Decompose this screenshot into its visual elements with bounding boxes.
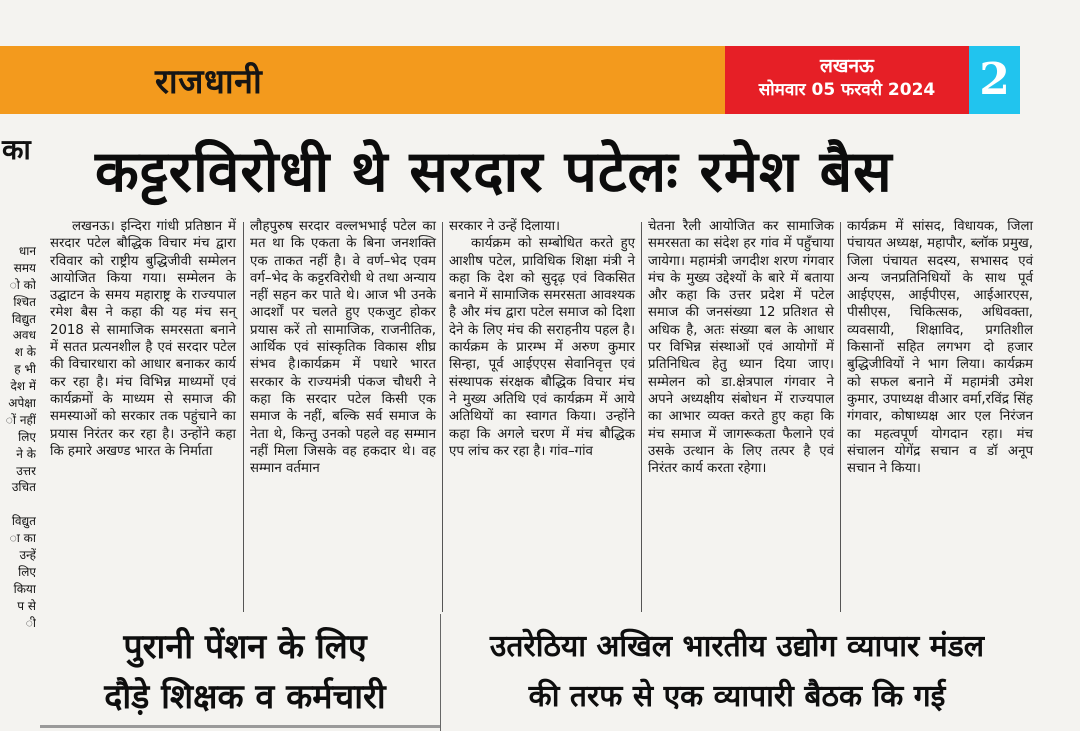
fragment-line: धान — [18, 244, 36, 258]
fragment-line: उत्तर — [16, 463, 36, 478]
fragment-line: ह भी — [14, 362, 36, 377]
trader-headline-line-2: की तरफ से एक व्यापारी बैठक कि गई — [528, 679, 946, 714]
fragment-line: किया — [13, 581, 36, 596]
adjacent-article-fragment — [0, 120, 36, 731]
fragment-line: ने के — [16, 446, 36, 461]
column-divider — [840, 222, 841, 612]
fragment-line: देश में — [10, 379, 36, 394]
fragment-line: अवध — [12, 328, 36, 343]
section-title: राजधानी — [155, 62, 263, 102]
story-divider — [440, 614, 441, 731]
fragment-heading: का — [2, 133, 31, 166]
fragment-line: श्चित — [13, 294, 36, 309]
section-header-bar — [0, 46, 725, 114]
article-column-4 — [648, 218, 834, 477]
article-column-5 — [847, 218, 1033, 477]
fragment-line: लिए — [18, 429, 36, 444]
fragment-line: प से — [17, 598, 36, 613]
fragment-line: उन्हें — [19, 548, 36, 563]
fragment-line: ों नहीं — [5, 412, 36, 427]
fragment-line: उचित — [11, 480, 36, 495]
fragment-line: ो को — [9, 277, 36, 292]
dateline-date: सोमवार 05 फरवरी 2024 — [758, 80, 936, 100]
pension-headline-line-2: दौड़े शिक्षक व कर्मचारी — [104, 677, 386, 717]
trader-meeting-headline — [448, 622, 1026, 722]
fragment-line: ा का — [9, 531, 36, 546]
article-paragraph: कार्यक्रम में सांसद, विधायक, जिला पंचायत अध्यक्ष, महापौर, ब्लॉक प्रमुख, जिला पंचायत सदस्य, सभासद एवं अन्य जनप्रतिनिधियों के साथ पूर्व आईएएस, आईपीएस, आईआरएस, पीसीएस, चिकित्सक, अधिवक्ता, व्यवसायी, शिक्षाविद, प्रगतिशील किसानों सहित लगभग दो हजार बुद्धिजीवियों ने भाग लिया। कार्यक्रम को सफल बनाने में महामंत्री उमेश कुमार, उपाध्यक्ष वीआर वर्मा,रविंद्र सिंह गंगवार, कोषाध्यक्ष आर एल निरंजन का महत्वपूर्ण योगदान रहा। मंच संचालन योगेंद्र सचान व डॉ अनूप सचान ने किया। — [847, 219, 1033, 477]
pension-story-headline — [55, 622, 435, 722]
dateline-box — [725, 46, 969, 114]
article-paragraph: चेतना रैली आयोजित कर सामाजिक समरसता का संदेश हर गांव में पहुँचाया जायेगा। महामंत्री जगदीश शरण गंगवार मंच के मुख्य उद्देश्यों के बारे में बताया और कहा कि उत्तर प्रदेश में पटेल समाज की जनसंख्या 12 प्रतिशत से अधिक है, अतः संख्या बल के आधार पर विभिन्न संस्थाओं एवं आयोगों में प्रतिनिधित्व हेतु ध्यान दिया जाए। सम्मेलन को डा.क्षेत्रपाल गंगवार ने अपने अध्यक्षीय संबोधन में राज्यपाल का आभार व्यक्त करते हुए कहा कि मंच समाज में जागरूकता फैलाने एवं उसके उत्थान के लिए तत्पर है एवं निरंतर कार्य करता रहेगा। — [648, 219, 834, 477]
main-headline: कट्टरविरोधी थे सरदार पटेलः रमेश बैस — [95, 139, 893, 205]
fragment-line: लिए — [18, 564, 36, 579]
fragment-line: अपेक्षा — [8, 396, 36, 411]
dateline-city: लखनऊ — [820, 55, 874, 77]
trader-headline-line-1: उतरेठिया अखिल भारतीय उद्योग व्यापार मंडल — [489, 629, 985, 664]
article-column-2 — [250, 218, 436, 477]
fragment-line: ी — [25, 615, 36, 630]
column-divider — [442, 222, 443, 612]
article-paragraph: लौहपुरुष सरदार वल्लभभाई पटेल का मत था कि एकता के बिना जनशक्ति एक ताकत नहीं है। वे वर्ण–भेद एवम वर्ग–भेद के कट्टरविरोधी थे तथा अन्याय नहीं सहन कर पाते थे। आज भी उनके आदर्शों पर चलते हुए एकजुट होकर प्रयास करें तो सामाजिक, राजनीतिक, आर्थिक एवं सांस्कृतिक विकास शीघ्र संभव है।कार्यक्रम में पधारे भारत सरकार के राज्यमंत्री पंकज चौधरी ने कहा कि सरदार पटेल किसी एक समाज के नहीं, बल्कि सर्व समाज के नेता थे, किन्तु उनको पहले वह सम्मान नहीं मिला जिसके वह हकदार थे। वह सम्मान वर्तमान — [250, 219, 436, 477]
article-paragraph: सरकार ने उन्हें दिलाया। — [449, 219, 561, 234]
article-column-1 — [50, 218, 236, 460]
article-column-3 — [449, 218, 635, 460]
fragment-line: समय — [13, 260, 36, 275]
fragment-line — [0, 496, 36, 513]
column-divider — [641, 222, 642, 612]
cut-off-text-line — [40, 722, 440, 731]
fragment-line: श के — [14, 345, 36, 360]
article-paragraph: लखनऊ। इन्दिरा गांधी प्रतिष्ठान में सरदार पटेल बौद्धिक विचार मंच द्वारा रविवार को राष्ट्रीय बुद्धिजीवी सम्मेलन आयोजित किया गया। सम्मेलन के उद्घाटन के समय महाराष्ट्र के राज्यपाल रमेश बैस ने कहा की यह मंच सन् 2018 से सामाजिक समरसता बनाने में सतत प्रत्यनशील है एवं सरदार पटेल की विचारधारा को आधार बनाकर कार्य कर रहा है। मंच विभिन्न माध्यमों एवं कार्यक्रमों के माध्यम से समाज की समस्याओं को सरकार तक पहुंचाने का प्रयास निरंतर कर रहा है। उन्होंने कहा कि हमारे अखण्ड भारत के निर्माता — [50, 219, 236, 459]
article-paragraph: कार्यक्रम को सम्बोधित करते हुए आशीष पटेल, प्राविधिक शिक्षा मंत्री ने कहा कि देश को सुदृढ़ एवं विकसित बनाने में सामाजिक समरसता आवश्यक है और मंच द्वारा पटेल समाज को दिशा देने के लिए मंच की सराहनीय पहल है। कार्यक्रम के प्रारम्भ में अरुण कुमार सिन्हा, पूर्व आईएएस सेवानिवृत्त एवं संस्थापक संरक्षक बौद्धिक विचार मंच ने मुख्य अतिथि एवं कार्यक्रम में आये अतिथियों का स्वागत किया। उन्होंने कहा कि अगले चरण में मंच बौद्धिक एप लांच कर रहा है। गांव–गांव — [449, 236, 635, 459]
column-divider — [243, 222, 244, 612]
pension-headline-line-1: पुरानी पेंशन के लिए — [123, 627, 367, 667]
fragment-line: विद्युत — [11, 311, 36, 326]
fragment-line: विद्युत — [11, 514, 36, 529]
page-number: 2 — [969, 46, 1020, 114]
fragment-lines — [0, 243, 36, 631]
